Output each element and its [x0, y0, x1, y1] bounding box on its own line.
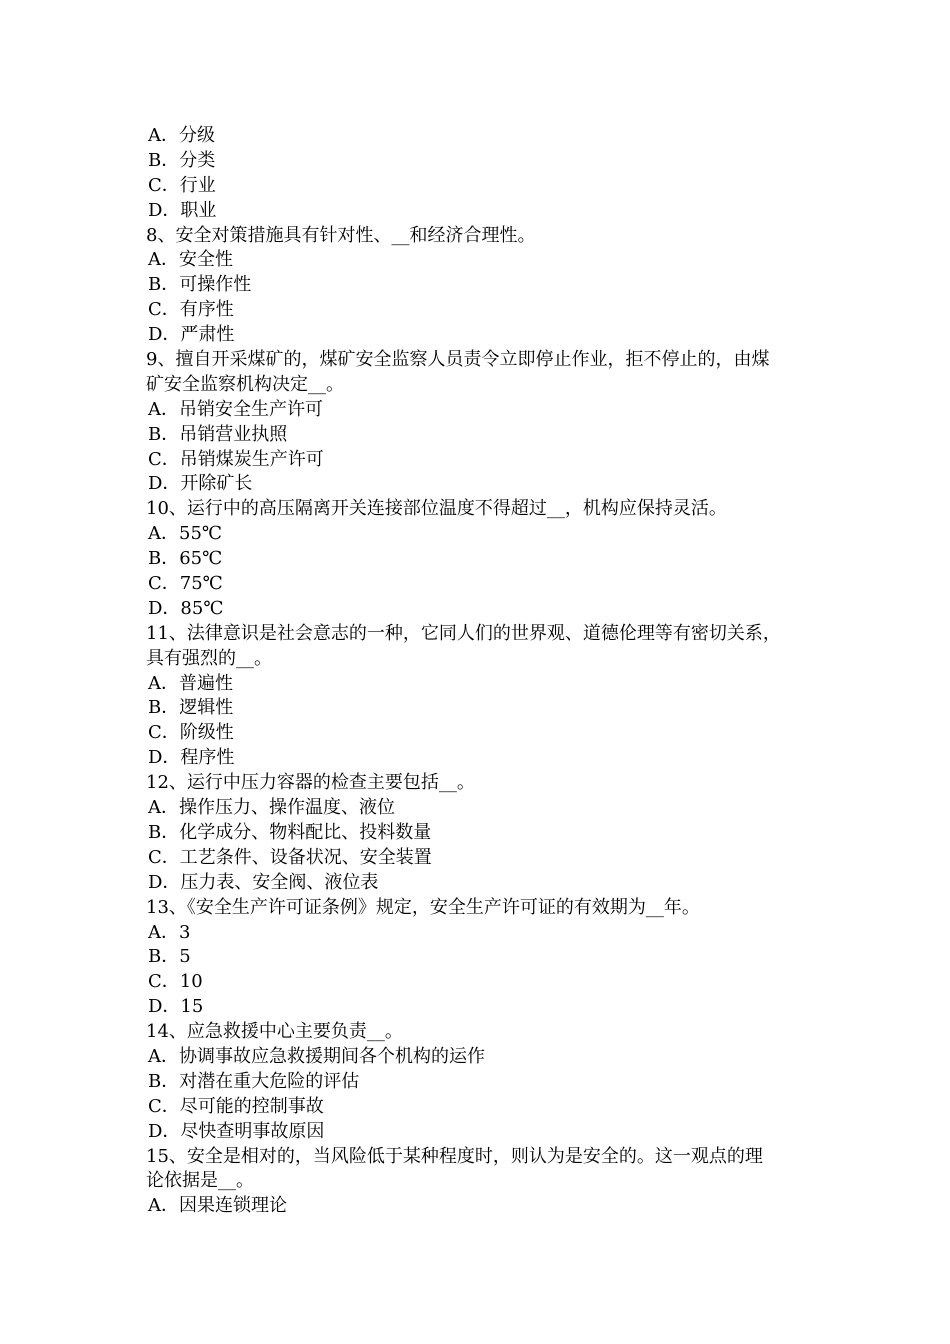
answer-option: B．可操作性	[148, 274, 252, 296]
answer-option: B．对潜在重大危险的评估	[148, 1070, 360, 1092]
question-text: 9、擅自开采煤矿的，煤矿安全监察人员责令立即停止作业，拒不停止的，由煤	[146, 349, 770, 371]
answer-option: D．职业	[148, 199, 217, 221]
answer-option: B．逻辑性	[148, 697, 234, 719]
question-text: 13、《安全生产许可证条例》规定，安全生产许可证的有效期为__年。	[146, 896, 700, 918]
answer-option: B．化学成分、物料配比、投料数量	[148, 821, 432, 843]
question-text: 15、安全是相对的，当风险低于某种程度时，则认为是安全的。这一观点的理	[146, 1145, 763, 1167]
question-text: 8、安全对策措施具有针对性、__和经济合理性。	[146, 224, 536, 246]
answer-option: D．85℃	[148, 597, 224, 619]
answer-option: A．吊销安全生产许可	[148, 398, 323, 420]
answer-option: D．尽快查明事故原因	[148, 1120, 325, 1142]
answer-option: C．阶级性	[148, 722, 234, 744]
answer-option: B．5	[148, 946, 191, 968]
answer-option: D．程序性	[148, 747, 235, 769]
answer-option: A．普遍性	[148, 672, 233, 694]
question-text: 12、运行中压力容器的检查主要包括__。	[146, 772, 475, 794]
answer-option: C．吊销煤炭生产许可	[148, 448, 324, 470]
answer-option: C．10	[148, 971, 203, 993]
answer-option: D．压力表、安全阀、液位表	[148, 871, 379, 893]
answer-option: B．分类	[148, 149, 216, 171]
answer-option: D．15	[148, 996, 204, 1018]
answer-option: C．工艺条件、设备状况、安全装置	[148, 846, 432, 868]
answer-option: C．有序性	[148, 299, 234, 321]
answer-option: C．行业	[148, 174, 216, 196]
answer-option: A．协调事故应急救援期间各个机构的运作	[148, 1045, 485, 1067]
answer-option: A．分级	[148, 125, 215, 146]
answer-option: C．75℃	[148, 573, 223, 595]
question-text: 11、法律意识是社会意志的一种，它同人们的世界观、道德伦理等有密切关系，	[146, 622, 781, 644]
answer-option: D．开除矿长	[148, 473, 253, 495]
question-text: 论依据是__。	[146, 1170, 254, 1192]
answer-option: A．安全性	[148, 249, 233, 271]
question-text: 具有强烈的__。	[146, 647, 272, 669]
answer-option: D．严肃性	[148, 324, 235, 346]
question-text: 矿安全监察机构决定__。	[146, 373, 344, 395]
answer-option: C．尽可能的控制事故	[148, 1095, 324, 1117]
answer-option: A．55℃	[148, 523, 223, 545]
document-page	[146, 124, 826, 1219]
answer-option: B．吊销营业执照	[148, 423, 288, 445]
answer-option: A．因果连锁理论	[148, 1195, 287, 1217]
answer-option: A．3	[148, 921, 191, 943]
answer-option: A．操作压力、操作温度、液位	[148, 797, 395, 819]
question-text: 14、应急救援中心主要负责__。	[146, 1021, 403, 1043]
question-text: 10、运行中的高压隔离开关连接部位温度不得超过__，机构应保持灵活。	[146, 498, 727, 520]
answer-option: B．65℃	[148, 548, 223, 570]
